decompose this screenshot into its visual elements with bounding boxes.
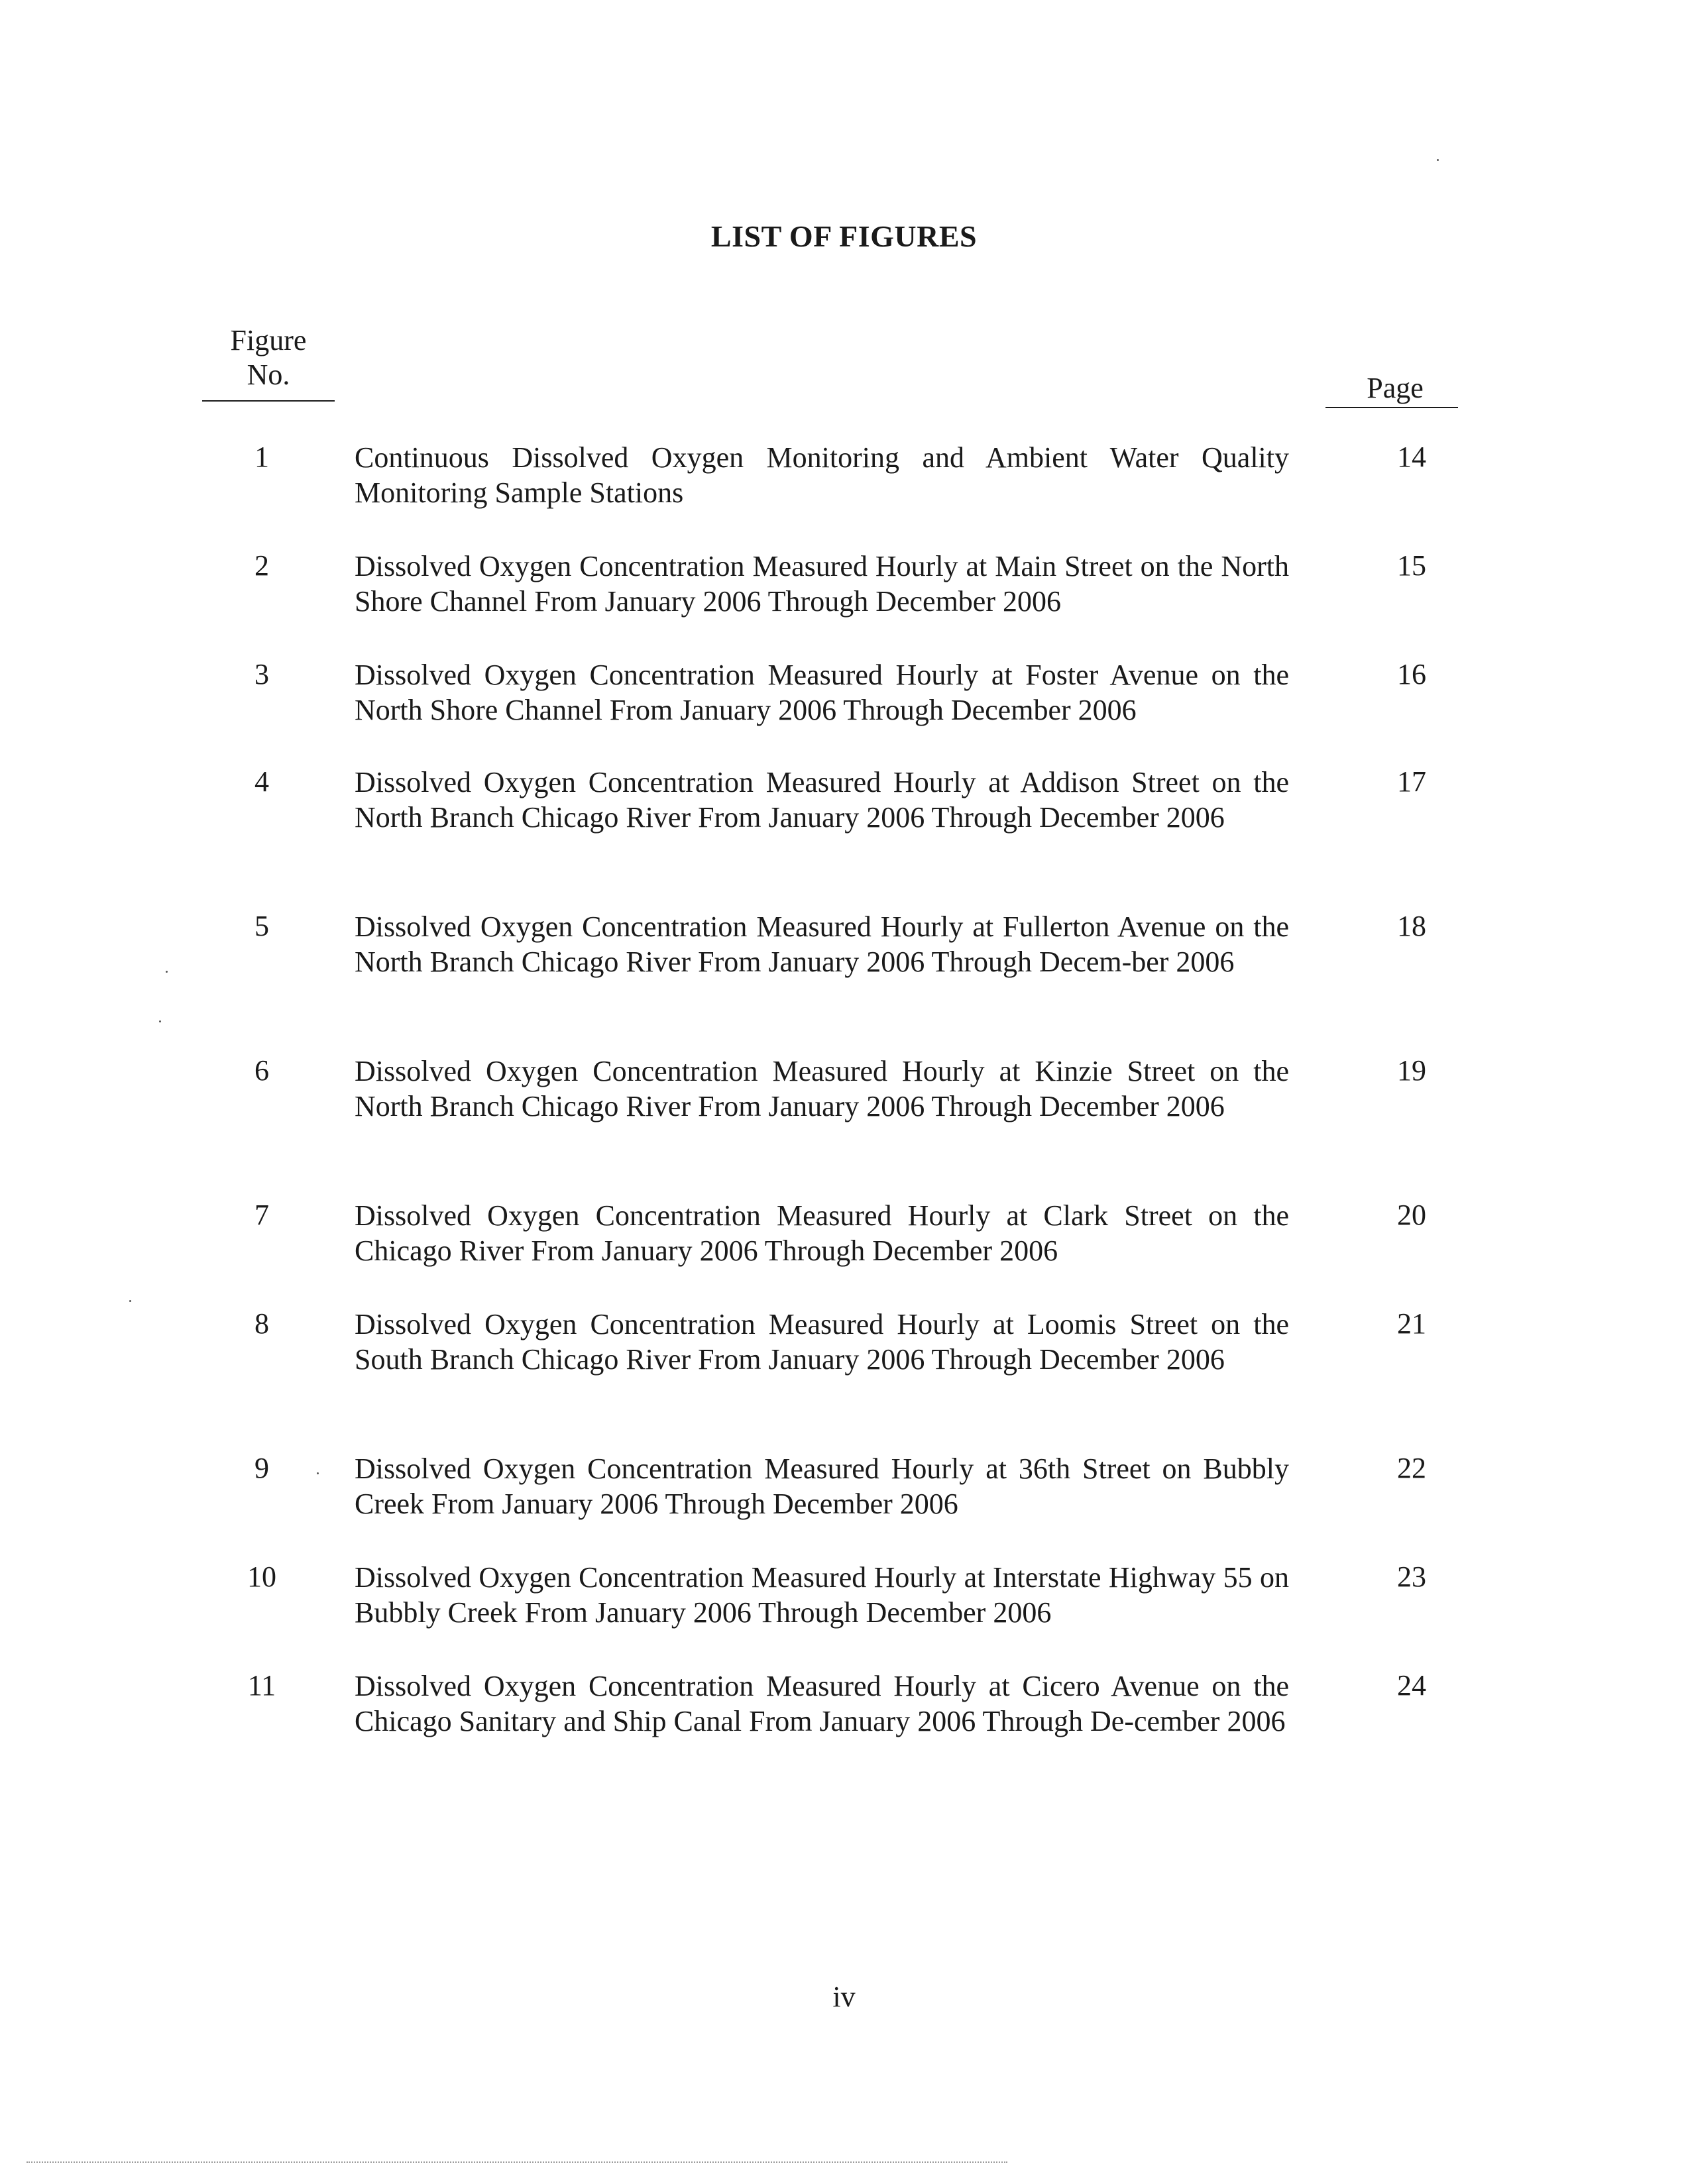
figure-description: Dissolved Oxygen Concentration Measured Hourly at Clark Street on the Chicago River From January 2006 Through December 2006: [355, 1199, 1289, 1267]
figure-number: 9: [254, 1452, 269, 1484]
figure-page: 22: [1397, 1452, 1426, 1484]
figure-description: Dissolved Oxygen Concentration Measured Hourly at Addison Street on the North Branch Chicago River From January 2006 Through December 2006: [355, 766, 1289, 834]
figure-description: Dissolved Oxygen Concentration Measured Hourly at Fullerton Avenue on the North Branch Chicago River From January 2006 Through Decem-ber 2006: [355, 910, 1289, 978]
figure-description: Dissolved Oxygen Concentration Measured Hourly at Foster Avenue on the North Shore Channel From January 2006 Through December 2006: [355, 659, 1289, 726]
figure-number: 7: [254, 1199, 269, 1231]
page-header: Page: [1367, 372, 1424, 404]
figure-description: Dissolved Oxygen Concentration Measured Hourly at Interstate Highway 55 on Bubbly Creek From January 2006 Through December 2006: [355, 1561, 1289, 1629]
figure-page: 17: [1397, 765, 1426, 798]
figure-header-line2: No.: [247, 358, 290, 391]
figure-description: Dissolved Oxygen Concentration Measured Hourly at Cicero Avenue on the Chicago Sanitary and Ship Canal From January 2006 Through De-cember 2006: [355, 1670, 1289, 1737]
page-title: LIST OF FIGURES: [710, 219, 978, 253]
figure-page: 23: [1397, 1560, 1426, 1593]
figure-page: 14: [1397, 441, 1426, 473]
figure-description: Continuous Dissolved Oxygen Monitoring and Ambient Water Quality Monitoring Sample Stations: [355, 441, 1289, 509]
scan-edge-artifact: [27, 2161, 1007, 2164]
figure-page: 20: [1397, 1199, 1426, 1231]
figure-number: 4: [254, 765, 269, 798]
figure-page: 19: [1397, 1054, 1426, 1087]
figure-number: 10: [247, 1560, 276, 1593]
scan-artifact: [166, 971, 168, 973]
figure-page: 18: [1397, 910, 1426, 942]
scan-artifact: [317, 1472, 319, 1474]
figure-description: Dissolved Oxygen Concentration Measured Hourly at Main Street on the North Shore Channel From January 2006 Through December 2006: [355, 550, 1289, 618]
figure-number: 8: [254, 1307, 269, 1340]
figure-description: Dissolved Oxygen Concentration Measured Hourly at Kinzie Street on the North Branch Chicago River From January 2006 Through December 2006: [355, 1055, 1289, 1122]
figure-page: 24: [1397, 1669, 1426, 1702]
scan-artifact: [129, 1300, 131, 1302]
figure-header-line1: Figure: [230, 324, 307, 356]
figure-number: 5: [254, 910, 269, 942]
scan-artifact: [1437, 159, 1439, 161]
figure-number: 11: [247, 1669, 276, 1702]
figure-page: 15: [1397, 549, 1426, 582]
figure-description: Dissolved Oxygen Concentration Measured Hourly at 36th Street on Bubbly Creek From January 2006 Through December 2006: [355, 1452, 1289, 1520]
figure-description: Dissolved Oxygen Concentration Measured Hourly at Loomis Street on the South Branch Chicago River From January 2006 Through December 2006: [355, 1308, 1289, 1376]
figure-number: 6: [254, 1054, 269, 1087]
page-number: iv: [832, 1981, 856, 2013]
figure-number: 1: [254, 441, 269, 473]
figure-number: 2: [254, 549, 269, 582]
figure-number: 3: [254, 658, 269, 690]
figure-page: 21: [1397, 1307, 1426, 1340]
scan-artifact: [159, 1020, 161, 1022]
figure-page: 16: [1397, 658, 1426, 690]
